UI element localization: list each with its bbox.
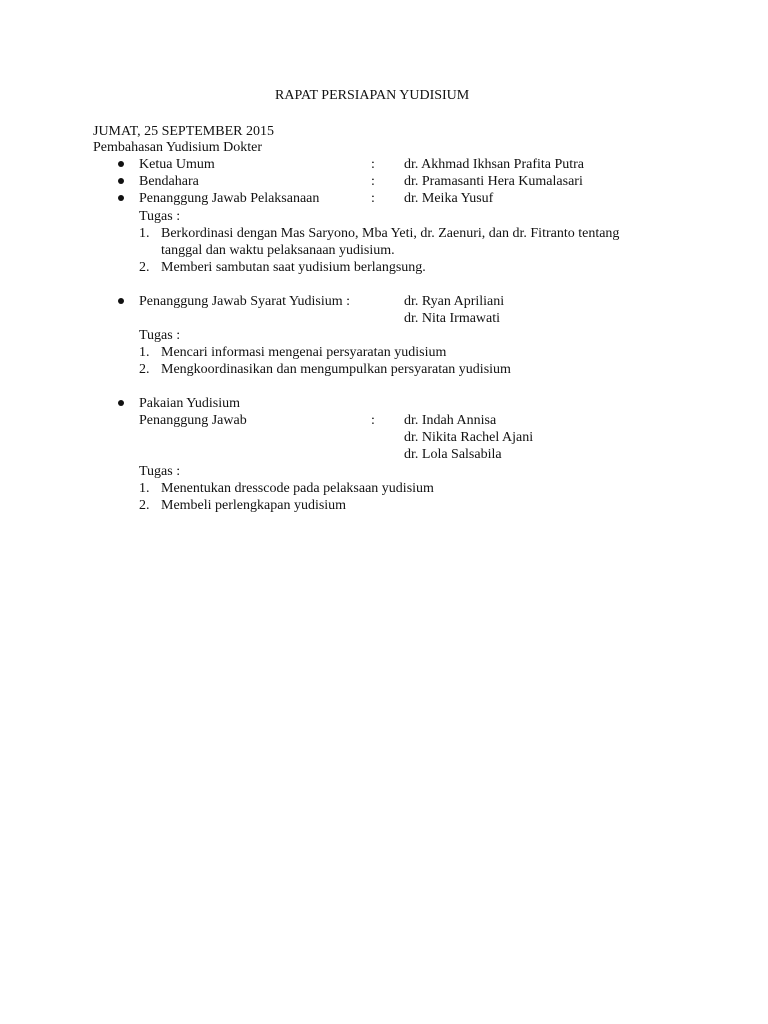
name-pakaian: dr. Indah Annisa — [404, 413, 497, 428]
bullet-pakaian — [118, 400, 124, 406]
separator-pakaian: : — [371, 413, 375, 428]
task-number: 2. — [139, 498, 150, 513]
label-pakaian: Pakaian Yudisium — [139, 396, 240, 411]
tasks-label-syarat: Tugas : — [139, 328, 181, 343]
separator-pj-pelaksanaan: : — [371, 191, 375, 206]
tasks-label-pelaksanaan: Tugas : — [139, 209, 181, 224]
tasks-label-pakaian: Tugas : — [139, 464, 181, 479]
name-pakaian: dr. Lola Salsabila — [404, 447, 502, 462]
task-number: 2. — [139, 260, 150, 275]
label-ketua-umum: Ketua Umum — [139, 157, 215, 172]
name-pakaian: dr. Nikita Rachel Ajani — [404, 430, 534, 445]
bullet-pj-pelaksanaan — [118, 195, 124, 201]
bullet-bendahara — [118, 178, 124, 184]
task-number: 1. — [139, 226, 150, 241]
task-number: 1. — [139, 481, 150, 496]
name-pj-pelaksanaan: dr. Meika Yusuf — [404, 191, 494, 206]
meeting-subtitle: Pembahasan Yudisium Dokter — [93, 140, 263, 155]
document-title: RAPAT PERSIAPAN YUDISIUM — [275, 88, 470, 103]
task-line: Mencari informasi mengenai persyaratan yudisium — [161, 345, 447, 360]
label-pj-syarat: Penanggung Jawab Syarat Yudisium : — [139, 294, 351, 309]
task-line: Membeli perlengkapan yudisium — [161, 498, 347, 513]
separator-ketua-umum: : — [371, 157, 375, 172]
separator-bendahara: : — [371, 174, 375, 189]
task-line: tanggal dan waktu pelaksanaan yudisium. — [161, 243, 395, 258]
name-pj-syarat: dr. Nita Irmawati — [404, 311, 501, 326]
bullet-pj-syarat — [118, 298, 124, 304]
label-pj-pelaksanaan: Penanggung Jawab Pelaksanaan — [139, 191, 320, 206]
task-line: Menentukan dresscode pada pelaksaan yudisium — [161, 481, 434, 496]
name-pj-syarat: dr. Ryan Apriliani — [404, 294, 505, 309]
sublabel-pakaian: Penanggung Jawab — [139, 413, 247, 428]
name-bendahara: dr. Pramasanti Hera Kumalasari — [404, 174, 583, 189]
task-line: Berkordinasi dengan Mas Saryono, Mba Yeti, dr. Zaenuri, dan dr. Fitranto tentang — [161, 226, 620, 241]
name-ketua-umum: dr. Akhmad Ikhsan Prafita Putra — [404, 157, 585, 172]
task-line: Mengkoordinasikan dan mengumpulkan persyaratan yudisium — [161, 362, 511, 377]
task-line: Memberi sambutan saat yudisium berlangsung. — [161, 260, 426, 275]
task-number: 2. — [139, 362, 150, 377]
label-bendahara: Bendahara — [139, 174, 199, 189]
bullet-ketua-umum — [118, 161, 124, 167]
meeting-date: JUMAT, 25 SEPTEMBER 2015 — [93, 124, 274, 139]
task-number: 1. — [139, 345, 150, 360]
